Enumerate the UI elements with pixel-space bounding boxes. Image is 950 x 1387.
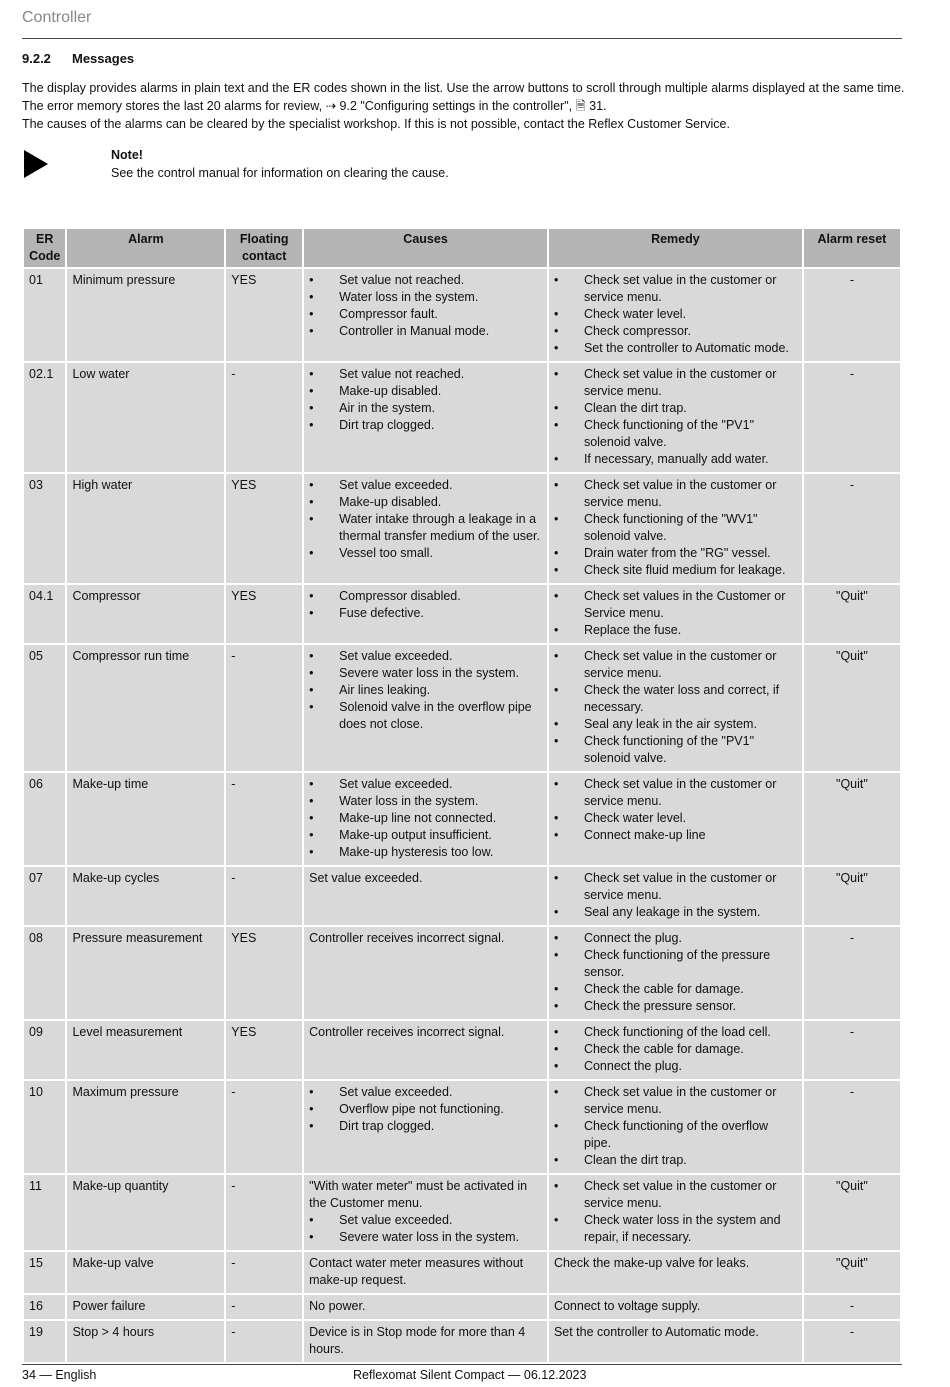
er-code-cell: 10: [24, 1081, 65, 1173]
cause-item: • Controller in Manual mode.: [309, 323, 542, 340]
cause-item: • Water loss in the system.: [309, 289, 542, 306]
col-header-floating-contact: Floating contact: [226, 229, 302, 267]
cause-item: • Severe water loss in the system.: [309, 1229, 542, 1246]
intro-line: The causes of the alarms can be cleared by the specialist workshop. If this is not possible, contact the Reflex Customer Service.: [22, 117, 730, 131]
remedy-list: [554, 272, 797, 357]
remedy-list: [554, 776, 797, 844]
remedy-list: [554, 588, 797, 639]
floating-contact-cell: -: [226, 1175, 302, 1250]
table-row: [24, 1295, 900, 1319]
remedy-item: • Check functioning of the pressure sensor.: [554, 947, 797, 981]
er-code-cell: 16: [24, 1295, 65, 1319]
er-code-cell: 09: [24, 1021, 65, 1079]
causes-cell: [304, 1021, 547, 1079]
causes-cell: [304, 474, 547, 583]
causes-cell: [304, 927, 547, 1019]
footer-document-title: Reflexomat Silent Compact — 06.12.2023: [353, 1368, 587, 1382]
remedy-cell: [549, 1252, 802, 1293]
cause-item: • Dirt trap clogged.: [309, 1118, 542, 1135]
er-code-cell: 07: [24, 867, 65, 925]
cause-item: • Make-up line not connected.: [309, 810, 542, 827]
causes-cell: [304, 1081, 547, 1173]
remedy-item: • Check functioning of the "PV1" solenoid valve.: [554, 733, 797, 767]
causes-cell: [304, 773, 547, 865]
remedy-item: • Connect the plug.: [554, 1058, 797, 1075]
alarm-reset-cell: "Quit": [804, 1175, 900, 1250]
intro-line-cross-reference[interactable]: The error memory stores the last 20 alarms for review, ⇢ 9.2 "Configuring settings in the controller", 🗎 31.: [22, 99, 607, 113]
cause-item: • Air lines leaking.: [309, 682, 542, 699]
alarm-reset-cell: -: [804, 1021, 900, 1079]
col-header-alarm: Alarm: [67, 229, 224, 267]
table-row: [24, 1175, 900, 1250]
alarm-reset-cell: -: [804, 474, 900, 583]
alarm-cell: Low water: [67, 363, 224, 472]
alarm-reset-cell: -: [804, 363, 900, 472]
cause-item: • Make-up disabled.: [309, 494, 542, 511]
floating-contact-cell: -: [226, 1081, 302, 1173]
alarm-reset-cell: -: [804, 1081, 900, 1173]
remedy-cell: [549, 773, 802, 865]
table-row: [24, 1021, 900, 1079]
er-code-cell: 19: [24, 1321, 65, 1362]
remedy-item: • Connect make-up line: [554, 827, 797, 844]
remedy-cell: [549, 585, 802, 643]
floating-contact-cell: -: [226, 363, 302, 472]
remedy-item: • Check site fluid medium for leakage.: [554, 562, 797, 579]
remedy-list: [554, 477, 797, 579]
remedy-cell: [549, 1321, 802, 1362]
alarm-reset-cell: "Quit": [804, 1252, 900, 1293]
note-box: [111, 146, 449, 182]
section-number: 9.2.2: [22, 51, 51, 66]
running-header: Controller: [22, 9, 92, 26]
remedy-cell: [549, 1175, 802, 1250]
col-header-remedy: Remedy: [549, 229, 802, 267]
cause-item: • Air in the system.: [309, 400, 542, 417]
alarm-reset-cell: "Quit": [804, 645, 900, 771]
remedy-item: • Check water loss in the system and repair, if necessary.: [554, 1212, 797, 1246]
floating-contact-cell: YES: [226, 1021, 302, 1079]
causes-cell: [304, 1295, 547, 1319]
er-code-cell: 06: [24, 773, 65, 865]
remedy-item: • Seal any leak in the air system.: [554, 716, 797, 733]
er-code-cell: 15: [24, 1252, 65, 1293]
intro-line: The display provides alarms in plain text and the ER codes shown in the list. Use the arrow buttons to scroll through multiple alarms displayed at the same time.: [22, 81, 905, 95]
alarm-cell: Make-up quantity: [67, 1175, 224, 1250]
cause-item: • Dirt trap clogged.: [309, 417, 542, 434]
col-header-causes: Causes: [304, 229, 547, 267]
remedy-item: • Check set value in the customer or service menu.: [554, 648, 797, 682]
cause-item: • Solenoid valve in the overflow pipe does not close.: [309, 699, 542, 733]
alarm-cell: Make-up valve: [67, 1252, 224, 1293]
remedy-item: • Drain water from the "RG" vessel.: [554, 545, 797, 562]
remedy-cell: [549, 927, 802, 1019]
table-row: [24, 363, 900, 472]
remedy-item: • Connect the plug.: [554, 930, 797, 947]
cause-list: [309, 1084, 542, 1135]
er-code-cell: 05: [24, 645, 65, 771]
cause-item: • Vessel too small.: [309, 545, 542, 562]
remedy-list: [554, 1178, 797, 1246]
col-header-alarm-reset: Alarm reset: [804, 229, 900, 267]
cause-list: [309, 272, 542, 340]
cause-item: • Water loss in the system.: [309, 793, 542, 810]
cause-item: • Set value exceeded.: [309, 477, 542, 494]
remedy-item: • Check functioning of the "WV1" solenoid valve.: [554, 511, 797, 545]
alarm-cell: High water: [67, 474, 224, 583]
remedy-item: • Check functioning of the "PV1" solenoid valve.: [554, 417, 797, 451]
table-row: [24, 269, 900, 361]
alarm-cell: Make-up cycles: [67, 867, 224, 925]
floating-contact-cell: -: [226, 1252, 302, 1293]
er-code-cell: 02.1: [24, 363, 65, 472]
alarm-cell: Make-up time: [67, 773, 224, 865]
alarm-reset-cell: "Quit": [804, 773, 900, 865]
causes-cell: [304, 585, 547, 643]
alarm-cell: Power failure: [67, 1295, 224, 1319]
cause-item: • Compressor fault.: [309, 306, 542, 323]
remedy-cell: [549, 1295, 802, 1319]
footer-page-number: 34 — English: [22, 1368, 97, 1382]
causes-text: Controller receives incorrect signal.: [309, 1025, 505, 1039]
cause-list: [309, 1212, 542, 1246]
floating-contact-cell: YES: [226, 585, 302, 643]
remedy-list: [554, 1084, 797, 1169]
cause-item: • Set value not reached.: [309, 272, 542, 289]
causes-text: Controller receives incorrect signal.: [309, 931, 505, 945]
remedy-cell: [549, 269, 802, 361]
alarm-reset-cell: -: [804, 1295, 900, 1319]
remedy-item: • Check the cable for damage.: [554, 981, 797, 998]
note-title: Note!: [111, 148, 143, 162]
remedy-cell: [549, 363, 802, 472]
remedy-item: • Check set value in the customer or service menu.: [554, 477, 797, 511]
remedy-item: • Check set value in the customer or service menu.: [554, 870, 797, 904]
remedy-text: Connect to voltage supply.: [553, 1299, 701, 1313]
table-row: [24, 867, 900, 925]
remedy-item: • Check water level.: [554, 810, 797, 827]
table-row: [24, 1081, 900, 1173]
alarm-cell: Compressor: [67, 585, 224, 643]
cause-list: [309, 477, 542, 562]
intro-text: [22, 79, 922, 133]
cause-list: [309, 776, 542, 861]
causes-text: "With water meter" must be activated in the Customer menu.: [309, 1179, 528, 1210]
alarm-reset-cell: -: [804, 269, 900, 361]
cause-item: • Set value exceeded.: [309, 648, 542, 665]
causes-cell: [304, 645, 547, 771]
causes-text: Device is in Stop mode for more than 4 hours.: [309, 1325, 526, 1356]
floating-contact-cell: YES: [226, 474, 302, 583]
remedy-item: • Check set values in the Customer or Service menu.: [554, 588, 797, 622]
alarm-table: [22, 227, 902, 1364]
remedy-item: • Check set value in the customer or service menu.: [554, 776, 797, 810]
cause-item: • Set value exceeded.: [309, 776, 542, 793]
remedy-item: • Clean the dirt trap.: [554, 1152, 797, 1169]
cause-item: • Make-up disabled.: [309, 383, 542, 400]
causes-cell: [304, 1175, 547, 1250]
remedy-list: [554, 366, 797, 468]
er-code-cell: 04.1: [24, 585, 65, 643]
causes-text: No power.: [309, 1299, 366, 1313]
alarm-cell: Level measurement: [67, 1021, 224, 1079]
remedy-text: Set the controller to Automatic mode.: [553, 1325, 759, 1339]
causes-cell: [304, 867, 547, 925]
alarm-cell: Minimum pressure: [67, 269, 224, 361]
remedy-item: • Replace the fuse.: [554, 622, 797, 639]
remedy-list: [554, 870, 797, 921]
remedy-item: • Set the controller to Automatic mode.: [554, 340, 797, 357]
cause-list: [309, 588, 542, 622]
table-row: [24, 927, 900, 1019]
remedy-item: • Check water level.: [554, 306, 797, 323]
remedy-text: Check the make-up valve for leaks.: [553, 1256, 750, 1270]
remedy-item: • Check compressor.: [554, 323, 797, 340]
table-row: [24, 773, 900, 865]
floating-contact-cell: -: [226, 1321, 302, 1362]
cause-list: [309, 366, 542, 434]
cause-item: • Make-up hysteresis too low.: [309, 844, 542, 861]
floating-contact-cell: -: [226, 1295, 302, 1319]
er-code-cell: 11: [24, 1175, 65, 1250]
floating-contact-cell: -: [226, 867, 302, 925]
causes-cell: [304, 269, 547, 361]
col-header-er-code: ER Code: [24, 229, 65, 267]
remedy-item: • Clean the dirt trap.: [554, 400, 797, 417]
er-code-cell: 01: [24, 269, 65, 361]
floating-contact-cell: YES: [226, 927, 302, 1019]
table-row: [24, 1252, 900, 1293]
remedy-item: • Check set value in the customer or service menu.: [554, 1178, 797, 1212]
remedy-item: • Check functioning of the load cell.: [554, 1024, 797, 1041]
cause-item: • Make-up output insufficient.: [309, 827, 542, 844]
alarm-reset-cell: "Quit": [804, 867, 900, 925]
footer-divider: [22, 1364, 902, 1365]
table-row: [24, 474, 900, 583]
remedy-cell: [549, 645, 802, 771]
causes-cell: [304, 1252, 547, 1293]
remedy-item: • Check the pressure sensor.: [554, 998, 797, 1015]
remedy-list: [554, 930, 797, 1015]
alarm-cell: Maximum pressure: [67, 1081, 224, 1173]
cause-list: [309, 648, 542, 733]
cause-item: • Overflow pipe not functioning.: [309, 1101, 542, 1118]
causes-text: Set value exceeded.: [309, 871, 423, 885]
cause-item: • Fuse defective.: [309, 605, 542, 622]
remedy-item: • Check set value in the customer or service menu.: [554, 1084, 797, 1118]
section-heading: [22, 51, 134, 66]
table-header-row: [24, 229, 900, 267]
note-arrow-icon: [24, 150, 48, 178]
floating-contact-cell: -: [226, 645, 302, 771]
alarm-reset-cell: -: [804, 1321, 900, 1362]
cause-item: • Severe water loss in the system.: [309, 665, 542, 682]
remedy-list: [554, 648, 797, 767]
alarm-table-body: [24, 269, 900, 1362]
remedy-cell: [549, 1021, 802, 1079]
cause-item: • Water intake through a leakage in a thermal transfer medium of the user.: [309, 511, 542, 545]
table-row: [24, 585, 900, 643]
table-row: [24, 645, 900, 771]
cause-item: • Compressor disabled.: [309, 588, 542, 605]
er-code-cell: 03: [24, 474, 65, 583]
causes-cell: [304, 1321, 547, 1362]
er-code-cell: 08: [24, 927, 65, 1019]
remedy-cell: [549, 867, 802, 925]
alarm-reset-cell: "Quit": [804, 585, 900, 643]
cause-item: • Set value exceeded.: [309, 1212, 542, 1229]
alarm-cell: Stop > 4 hours: [67, 1321, 224, 1362]
causes-text: Contact water meter measures without make-up request.: [309, 1256, 524, 1287]
remedy-cell: [549, 474, 802, 583]
remedy-item: • Check functioning of the overflow pipe.: [554, 1118, 797, 1152]
floating-contact-cell: -: [226, 773, 302, 865]
table-row: [24, 1321, 900, 1362]
remedy-item: • Check the cable for damage.: [554, 1041, 797, 1058]
alarm-cell: Pressure measurement: [67, 927, 224, 1019]
remedy-item: • Check set value in the customer or service menu.: [554, 366, 797, 400]
note-text: See the control manual for information on clearing the cause.: [111, 166, 449, 180]
section-title: Messages: [72, 51, 135, 66]
cause-item: • Set value not reached.: [309, 366, 542, 383]
header-divider: [22, 38, 902, 39]
remedy-item: • Check set value in the customer or service menu.: [554, 272, 797, 306]
remedy-list: [554, 1024, 797, 1075]
remedy-cell: [549, 1081, 802, 1173]
cause-item: • Set value exceeded.: [309, 1084, 542, 1101]
alarm-reset-cell: -: [804, 927, 900, 1019]
floating-contact-cell: YES: [226, 269, 302, 361]
alarm-cell: Compressor run time: [67, 645, 224, 771]
remedy-item: • Check the water loss and correct, if necessary.: [554, 682, 797, 716]
remedy-item: • If necessary, manually add water.: [554, 451, 797, 468]
causes-cell: [304, 363, 547, 472]
remedy-item: • Seal any leakage in the system.: [554, 904, 797, 921]
